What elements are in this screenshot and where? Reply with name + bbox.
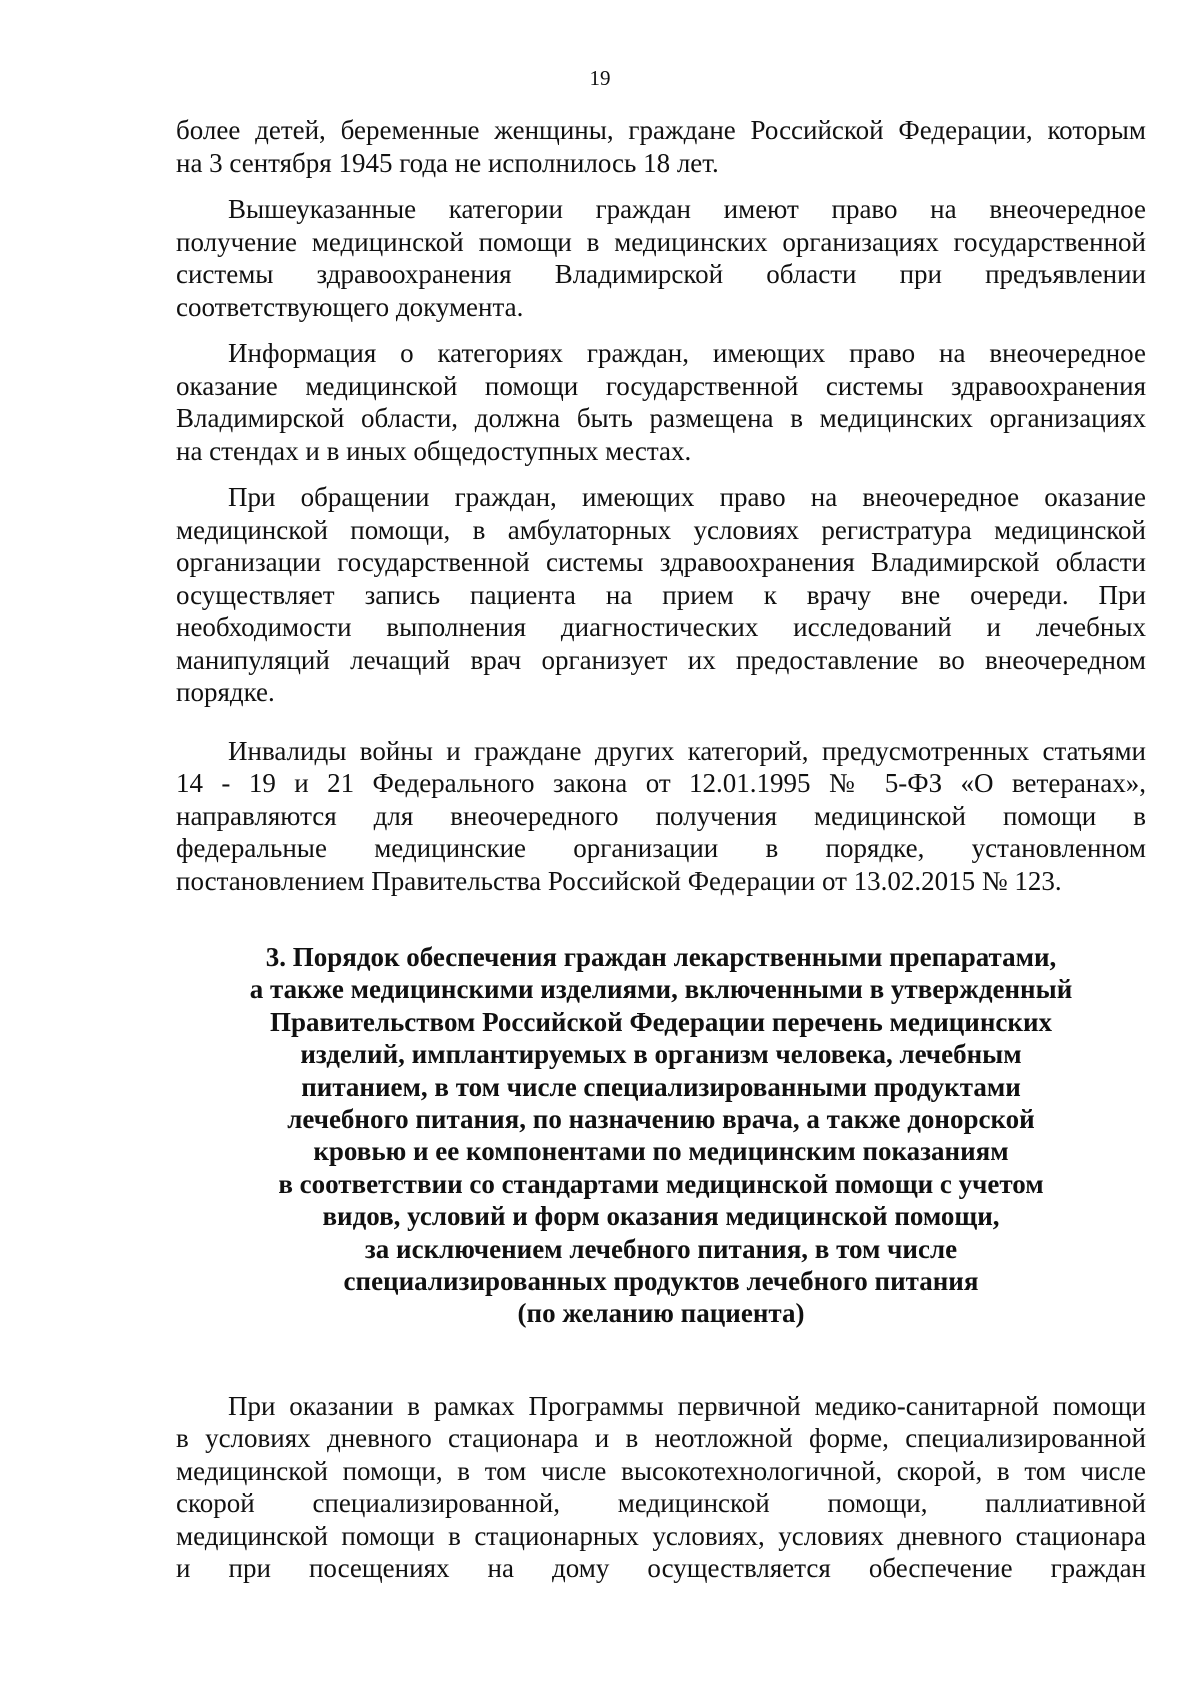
text-line: Информация о категориях граждан, имеющих право на внеочередное [228, 338, 1146, 368]
text-line: соответствующего документа. [176, 291, 524, 322]
paragraph-outpatient-registration [176, 481, 1146, 709]
paragraph-war-invalids [176, 735, 1146, 898]
text-line: При обращении граждан, имеющих право на внеочередное оказание [228, 482, 1146, 512]
heading-line: питанием, в том числе специализированными продуктами [301, 1071, 1021, 1102]
heading-line: лечебного питания, по назначению врача, а также донорской [287, 1104, 1035, 1135]
text-line: Владимирской области, должна быть размещена в медицинских организациях [176, 403, 1146, 433]
text-line: необходимости выполнения диагностических исследований и лечебных [176, 612, 1146, 642]
heading-line: Правительством Российской Федерации перечень медицинских [269, 1006, 1053, 1037]
text-line: оказание медицинской помощи государственной системы здравоохранения [176, 370, 1146, 401]
document-body [176, 114, 1146, 1585]
text-line: Инвалиды войны и граждане других категорий, предусмотренных статьями [228, 735, 1146, 766]
text-line: постановлением Правительства Российской Федерации от 13.02.2015 № 123. [176, 865, 1062, 896]
text-line: на 3 сентября 1945 года не исполнилось 18 лет. [176, 147, 719, 178]
paragraph-continuation [176, 114, 1146, 179]
paragraph-information-placement [176, 337, 1146, 467]
text-line: медицинской помощи, в амбулаторных условиях регистратура медицинской [176, 514, 1146, 545]
text-line: организации государственной системы здравоохранения Владимирской области [176, 547, 1146, 577]
heading-line: а также медицинскими изделиями, включенными в утвержденный [249, 974, 1073, 1005]
text-line: порядке. [176, 677, 275, 707]
paragraph-priority-categories [176, 193, 1146, 323]
text-line: получение медицинской помощи в медицинских организациях государственной [176, 226, 1146, 257]
text-line: 14 - 19 и 21 Федерального закона от 12.01.1995 № 5-ФЗ «О ветеранах», [176, 768, 1146, 798]
heading-line: специализированных продуктов лечебного питания [343, 1266, 979, 1297]
text-line: федеральные медицинские организации в порядке, установленном [176, 833, 1146, 863]
text-line: При оказании в рамках Программы первичной медико-санитарной помощи [228, 1390, 1146, 1421]
text-line: манипуляций лечащий врач организует их предоставление во внеочередном [176, 644, 1146, 675]
text-line: медицинской помощи, в том числе высокотехнологичной, скорой, в том числе [176, 1455, 1146, 1486]
text-line: медицинской помощи в стационарных условиях, условиях дневного стационара [176, 1520, 1146, 1551]
text-line: осуществляет запись пациента на прием к врачу вне очереди. При [176, 579, 1146, 610]
heading-line: 3. Порядок обеспечения граждан лекарственными препаратами, [265, 942, 1057, 972]
page-number: 19 [589, 66, 611, 90]
text-line: Вышеуказанные категории граждан имеют право на внеочередное [228, 194, 1146, 224]
heading-line: видов, условий и форм оказания медицинской помощи, [322, 1201, 1000, 1232]
heading-line: в соответствии со стандартами медицинской помощи с учетом [278, 1168, 1044, 1199]
text-line: и при посещениях на дому осуществляется обеспечение граждан [176, 1553, 1146, 1584]
heading-line: за исключением лечебного питания, в том числе [364, 1233, 958, 1264]
text-line: скорой специализированной, медицинской помощи, паллиативной [176, 1488, 1146, 1519]
text-line: более детей, беременные женщины, граждане Российской Федерации, которым [176, 115, 1146, 145]
text-line: системы здравоохранения Владимирской области при предъявлении [176, 259, 1146, 289]
text-line: направляются для внеочередного получения медицинской помощи в [176, 800, 1146, 831]
paragraph-provision [176, 1390, 1146, 1585]
text-line: в условиях дневного стационара и в неотложной форме, специализированной [176, 1423, 1146, 1454]
text-line: на стендах и в иных общедоступных местах. [176, 435, 692, 466]
section-heading [166, 941, 1156, 1330]
heading-line: кровью и ее компонентами по медицинским показаниям [313, 1136, 1009, 1167]
heading-line: (по желанию пациента) [517, 1298, 805, 1329]
heading-line: изделий, имплантируемых в организм человека, лечебным [300, 1039, 1022, 1070]
